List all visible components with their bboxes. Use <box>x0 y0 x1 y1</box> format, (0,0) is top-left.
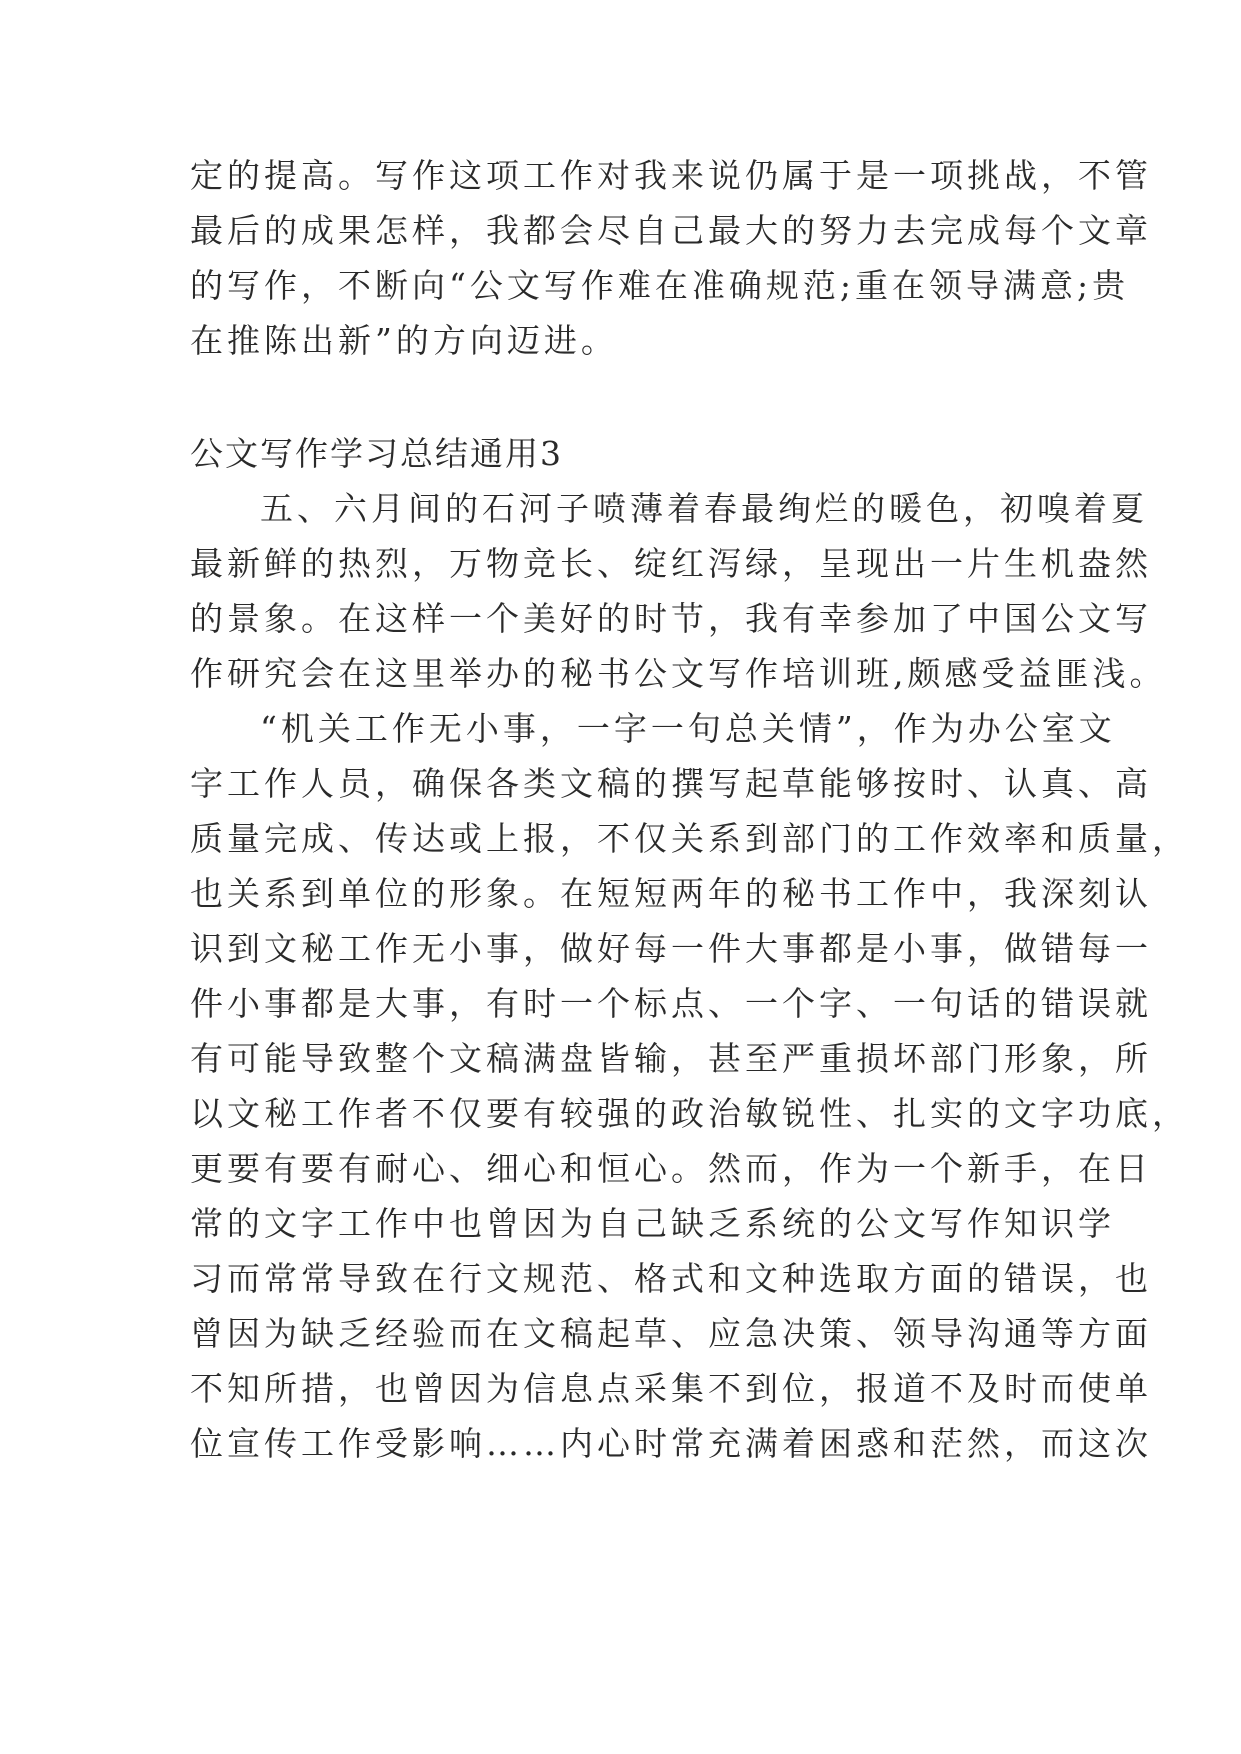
text-line: 识到文秘工作无小事，做好每一件大事都是小事，做错每一 <box>190 929 1152 968</box>
text-line: 不知所措，也曾因为信息点采集不到位，报道不及时而使单 <box>190 1369 1152 1408</box>
text-line: 习而常常导致在行文规范、格式和文种选取方面的错误，也 <box>190 1259 1152 1298</box>
text-line: 作研究会在这里举办的秘书公文写作培训班,颇感受益匪浅。 <box>190 654 1167 693</box>
text-line: 五、六月间的石河子喷薄着春最绚烂的暖色，初嗅着夏 <box>260 489 1148 528</box>
text-line: 的写作，不断向“公文写作难在准确规范;重在领导满意;贵 <box>190 266 1130 305</box>
text-line: 件小事都是大事，有时一个标点、一个字、一句话的错误就 <box>190 984 1152 1023</box>
text-line: 定的提高。写作这项工作对我来说仍属于是一项挑战，不管 <box>190 156 1152 195</box>
paragraph-1 <box>190 481 1167 701</box>
text-line: 有可能导致整个文稿满盘皆输，甚至严重损坏部门形象，所 <box>190 1039 1152 1078</box>
text-line: “机关工作无小事，一字一句总关情”，作为办公室文 <box>260 709 1116 748</box>
text-line: 在推陈出新”的方向迈进。 <box>190 321 618 360</box>
text-line: 的景象。在这样一个美好的时节，我有幸参加了中国公文写 <box>190 599 1152 638</box>
text-line: 常的文字工作中也曾因为自己缺乏系统的公文写作知识学 <box>190 1204 1115 1243</box>
text-line: 质量完成、传达或上报，不仅关系到部门的工作效率和质量， <box>190 819 1189 858</box>
section-spacer <box>190 368 1052 426</box>
paragraph-2 <box>190 701 1189 1471</box>
text-line: 曾因为缺乏经验而在文稿起草、应急决策、领导沟通等方面 <box>190 1314 1152 1353</box>
text-line: 也关系到单位的形象。在短短两年的秘书工作中，我深刻认 <box>190 874 1152 913</box>
text-line: 最后的成果怎样，我都会尽自己最大的努力去完成每个文章 <box>190 211 1152 250</box>
text-line: 位宣传工作受影响……内心时常充满着困惑和茫然，而这次 <box>190 1424 1152 1463</box>
text-line: 最新鲜的热烈，万物竞长、绽红泻绿，呈现出一片生机盎然 <box>190 544 1152 583</box>
text-line: 以文秘工作者不仅要有较强的政治敏锐性、扎实的文字功底， <box>190 1094 1189 1133</box>
document-body <box>190 148 1189 1471</box>
section-heading: 公文写作学习总结通用3 <box>190 434 563 473</box>
text-line: 字工作人员，确保各类文稿的撰写起草能够按时、认真、高 <box>190 764 1152 803</box>
continued-paragraph <box>190 148 1152 368</box>
text-line: 更要有要有耐心、细心和恒心。然而，作为一个新手，在日 <box>190 1149 1152 1188</box>
